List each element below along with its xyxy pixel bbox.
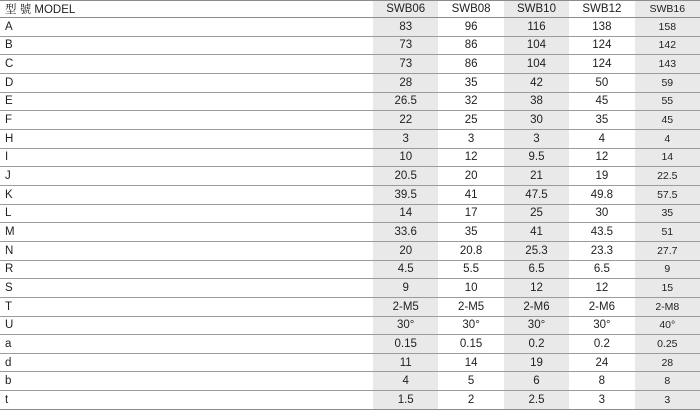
value-cell: 6.5	[569, 260, 634, 279]
table-row	[0, 372, 700, 391]
value-cell: 8	[569, 372, 634, 391]
value-cell: 124	[569, 55, 634, 74]
value-cell: 41	[438, 185, 503, 204]
row-label: I	[0, 148, 373, 167]
value-cell: 6.5	[504, 260, 569, 279]
value-cell: 11	[373, 353, 438, 372]
value-cell: 5.5	[438, 260, 503, 279]
value-cell: 27.7	[635, 241, 700, 260]
value-cell: 2-M5	[438, 297, 503, 316]
row-label: J	[0, 167, 373, 186]
value-cell: 116	[504, 18, 569, 37]
value-cell: 22	[373, 111, 438, 130]
row-label: B	[0, 36, 373, 55]
value-cell: 9	[635, 260, 700, 279]
table-row	[0, 391, 700, 410]
table-row	[0, 353, 700, 372]
table-row	[0, 316, 700, 335]
value-cell: 41	[504, 223, 569, 242]
table-row	[0, 36, 700, 55]
value-cell: 4	[373, 372, 438, 391]
value-cell: 25	[438, 111, 503, 130]
value-cell: 6	[504, 372, 569, 391]
value-cell: 40°	[635, 316, 700, 335]
value-cell: 30	[569, 204, 634, 223]
value-cell: 21	[504, 167, 569, 186]
value-cell: 20.8	[438, 241, 503, 260]
value-cell: 35	[438, 223, 503, 242]
value-cell: 104	[504, 55, 569, 74]
value-cell: 47.5	[504, 185, 569, 204]
value-cell: 35	[569, 111, 634, 130]
value-cell: 43.5	[569, 223, 634, 242]
value-cell: 83	[373, 18, 438, 37]
value-cell: 33.6	[373, 223, 438, 242]
value-cell: 8	[635, 372, 700, 391]
value-cell: 45	[635, 111, 700, 130]
value-cell: 9	[373, 279, 438, 298]
value-cell: 3	[438, 129, 503, 148]
value-cell: 51	[635, 223, 700, 242]
value-cell: 55	[635, 92, 700, 111]
value-cell: 32	[438, 92, 503, 111]
row-label: F	[0, 111, 373, 130]
value-cell: 4	[635, 129, 700, 148]
row-label: b	[0, 372, 373, 391]
table-row	[0, 241, 700, 260]
header-row	[0, 1, 700, 18]
value-cell: 10	[438, 279, 503, 298]
column-header-swb12: SWB12	[569, 1, 634, 18]
value-cell: 26.5	[373, 92, 438, 111]
value-cell: 3	[504, 129, 569, 148]
value-cell: 30°	[569, 316, 634, 335]
table-row	[0, 111, 700, 130]
value-cell: 12	[569, 279, 634, 298]
column-header-swb16: SWB16	[635, 1, 700, 18]
value-cell: 49.8	[569, 185, 634, 204]
value-cell: 17	[438, 204, 503, 223]
value-cell: 25.3	[504, 241, 569, 260]
row-label: K	[0, 185, 373, 204]
spec-table-header	[0, 1, 700, 18]
value-cell: 0.2	[504, 335, 569, 354]
value-cell: 86	[438, 55, 503, 74]
value-cell: 124	[569, 36, 634, 55]
table-row	[0, 204, 700, 223]
value-cell: 73	[373, 36, 438, 55]
value-cell: 73	[373, 55, 438, 74]
table-row	[0, 73, 700, 92]
table-row	[0, 167, 700, 186]
value-cell: 4.5	[373, 260, 438, 279]
row-label: M	[0, 223, 373, 242]
table-row	[0, 223, 700, 242]
table-row	[0, 279, 700, 298]
value-cell: 45	[569, 92, 634, 111]
value-cell: 57.5	[635, 185, 700, 204]
table-row	[0, 260, 700, 279]
value-cell: 0.15	[373, 335, 438, 354]
table-row	[0, 129, 700, 148]
row-label: L	[0, 204, 373, 223]
row-label: C	[0, 55, 373, 74]
table-row	[0, 18, 700, 37]
value-cell: 28	[635, 353, 700, 372]
row-label: S	[0, 279, 373, 298]
value-cell: 4	[569, 129, 634, 148]
value-cell: 14	[373, 204, 438, 223]
row-label: T	[0, 297, 373, 316]
value-cell: 14	[438, 353, 503, 372]
value-cell: 2-M6	[504, 297, 569, 316]
row-label: A	[0, 18, 373, 37]
value-cell: 19	[504, 353, 569, 372]
spec-table-body	[0, 18, 700, 410]
value-cell: 59	[635, 73, 700, 92]
value-cell: 3	[373, 129, 438, 148]
value-cell: 30	[504, 111, 569, 130]
table-row	[0, 185, 700, 204]
value-cell: 0.2	[569, 335, 634, 354]
value-cell: 12	[438, 148, 503, 167]
value-cell: 2-M8	[635, 297, 700, 316]
value-cell: 38	[504, 92, 569, 111]
row-label: N	[0, 241, 373, 260]
column-header-swb10: SWB10	[504, 1, 569, 18]
table-row	[0, 297, 700, 316]
value-cell: 2	[467, 394, 475, 407]
table-row	[0, 55, 700, 74]
value-cell: 22.5	[635, 167, 700, 186]
value-cell: 2-M5	[373, 297, 438, 316]
value-cell: 30°	[373, 316, 438, 335]
value-cell: 35	[438, 73, 503, 92]
value-cell: 15	[635, 279, 700, 298]
value-cell: 30°	[504, 316, 569, 335]
value-cell: 142	[635, 36, 700, 55]
row-label: a	[0, 335, 373, 354]
row-label: d	[0, 353, 373, 372]
value-cell: 28	[373, 73, 438, 92]
row-label: D	[0, 73, 373, 92]
value-cell: 0.15	[438, 335, 503, 354]
value-cell: 3	[635, 391, 700, 410]
value-cell: 1.5	[373, 391, 438, 410]
value-cell: 96	[438, 18, 503, 37]
value-cell: 42	[504, 73, 569, 92]
value-cell: 25	[504, 204, 569, 223]
value-cell: 20.5	[373, 167, 438, 186]
value-cell: 14	[635, 148, 700, 167]
value-cell: 30°	[438, 316, 503, 335]
table-row	[0, 148, 700, 167]
value-cell: 39.5	[373, 185, 438, 204]
value-cell: 3	[598, 394, 606, 407]
row-label: t	[5, 394, 9, 407]
table-row	[0, 92, 700, 111]
value-cell: 143	[635, 55, 700, 74]
value-cell: 12	[504, 279, 569, 298]
value-cell: 86	[438, 36, 503, 55]
value-cell: 104	[504, 36, 569, 55]
model-header-label: 型 號 MODEL	[0, 1, 373, 18]
value-cell: 10	[373, 148, 438, 167]
value-cell: 0.25	[635, 335, 700, 354]
row-label: U	[0, 316, 373, 335]
value-cell: 19	[569, 167, 634, 186]
value-cell: 12	[569, 148, 634, 167]
value-cell: 2.5	[504, 391, 569, 410]
column-header-swb06: SWB06	[373, 1, 438, 18]
value-cell: 138	[569, 18, 634, 37]
value-cell: 50	[569, 73, 634, 92]
row-label: E	[0, 92, 373, 111]
row-label: H	[0, 129, 373, 148]
table-row	[0, 335, 700, 354]
column-header-swb08: SWB08	[438, 1, 503, 18]
value-cell: 24	[569, 353, 634, 372]
value-cell: 20	[373, 241, 438, 260]
value-cell: 5	[438, 372, 503, 391]
value-cell: 23.3	[569, 241, 634, 260]
row-label: R	[0, 260, 373, 279]
value-cell: 158	[635, 18, 700, 37]
value-cell: 20	[438, 167, 503, 186]
value-cell: 2-M6	[569, 297, 634, 316]
value-cell: 9.5	[504, 148, 569, 167]
value-cell: 35	[635, 204, 700, 223]
